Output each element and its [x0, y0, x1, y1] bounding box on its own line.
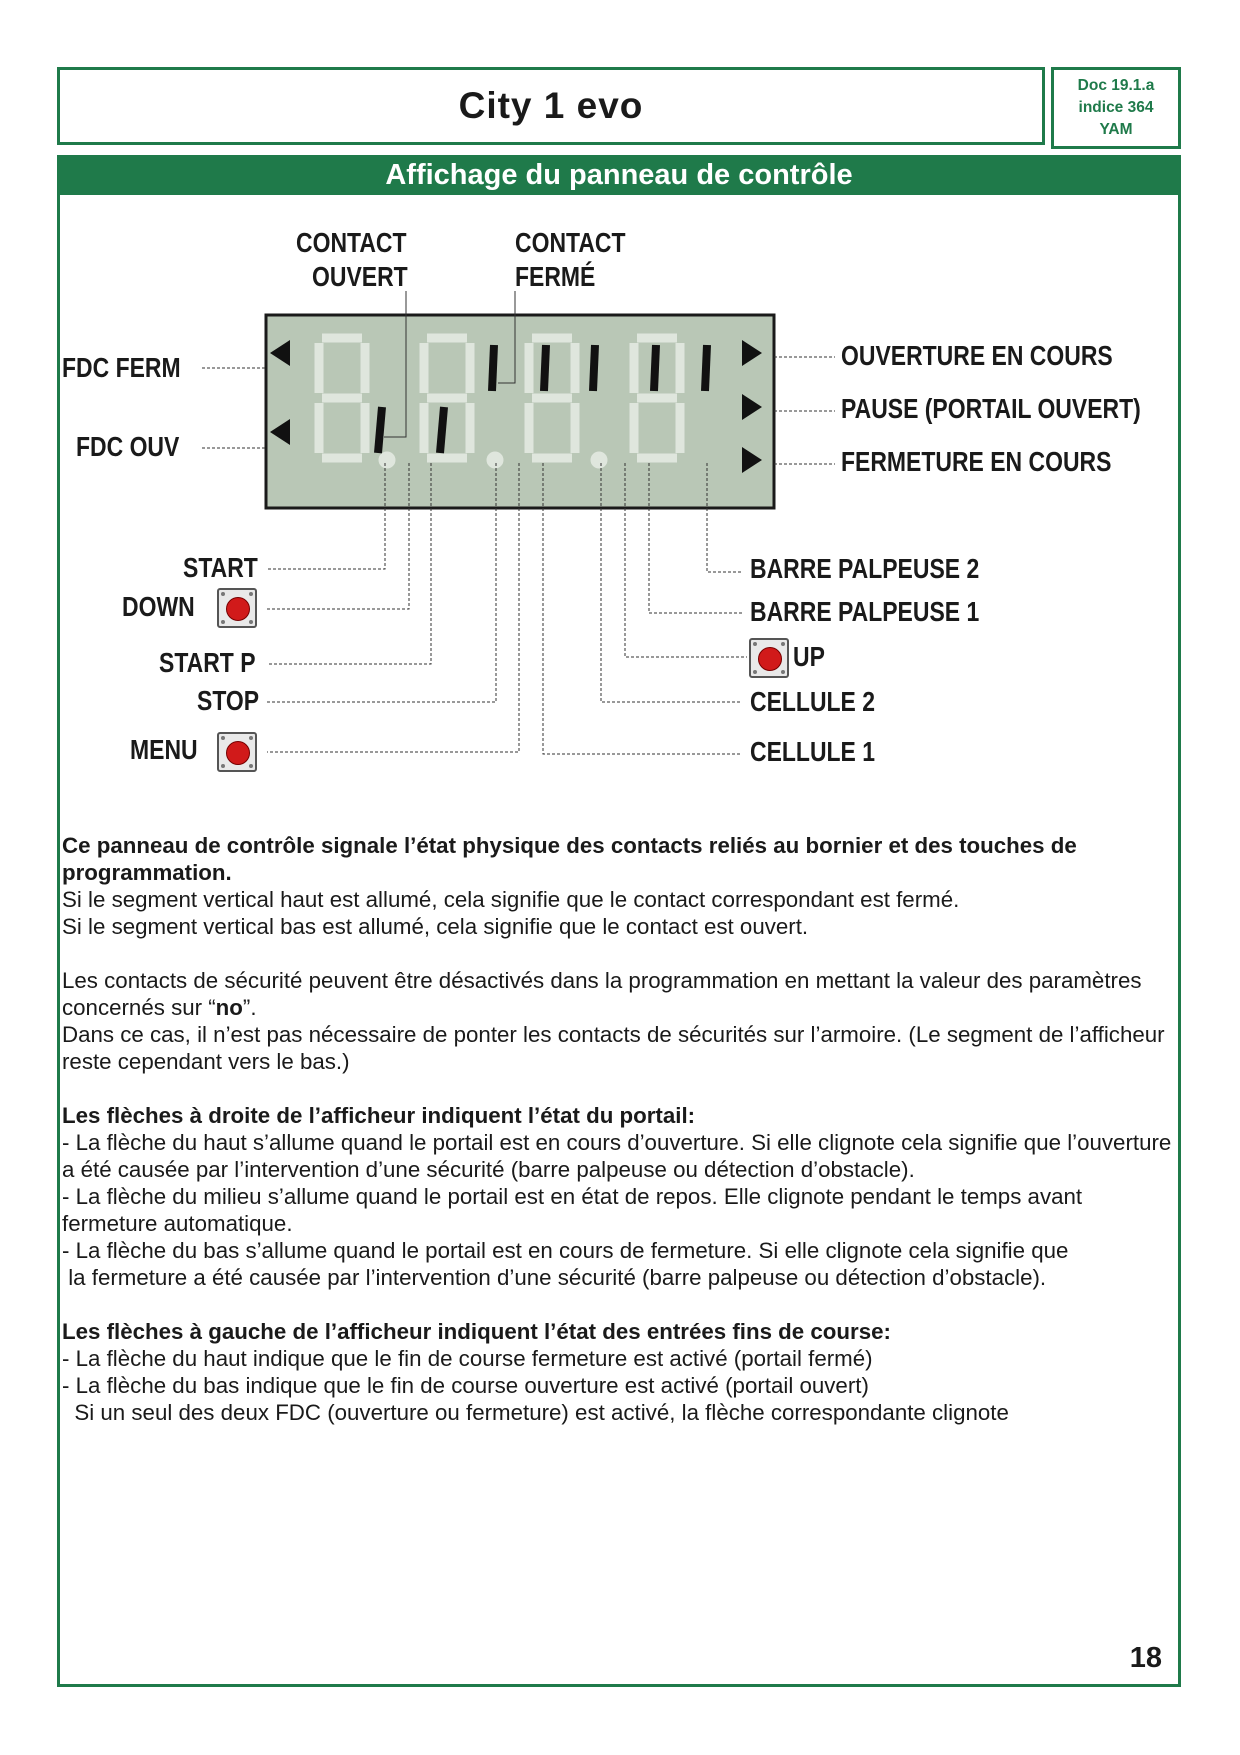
paragraph-line: - La flèche du milieu s’allume quand le portail est en état de repos. Elle clignote pendant le temps avant fermeture automatique.: [62, 1184, 1083, 1236]
label-contact-ouvert-2: OUVERT: [312, 261, 408, 292]
doc-ref-line: Doc 19.1.a: [1077, 77, 1155, 94]
doc-ref-line: indice 364: [1078, 99, 1154, 116]
doc-ref-line: YAM: [1099, 121, 1133, 138]
label-up: UP: [793, 641, 825, 672]
paragraph-line: la fermeture a été causée par l’intervention d’une sécurité (barre palpeuse ou détection d’obstacle).: [62, 1265, 1047, 1290]
paragraph-line: Si le segment vertical bas est allumé, cela signifie que le contact est ouvert.: [62, 914, 809, 939]
label-cellule-2: CELLULE 2: [750, 686, 876, 717]
label-cellule-1: CELLULE 1: [750, 736, 876, 767]
label-barre-palpeuse-1: BARRE PALPEUSE 1: [750, 596, 980, 627]
label-contact-ferme-1: CONTACT: [515, 227, 626, 258]
paragraph-line: - La flèche du haut indique que le fin de course fermeture est activé (portail fermé): [62, 1346, 873, 1371]
label-down: DOWN: [122, 591, 195, 622]
section-title: Affichage du panneau de contrôle: [57, 155, 1181, 195]
label-menu: MENU: [130, 734, 198, 765]
paragraph-line: - La flèche du bas s’allume quand le portail est en cours de fermeture. Si elle clignote cela signifie que: [62, 1238, 1069, 1263]
title-box: [57, 67, 1045, 145]
paragraph-line: - La flèche du bas indique que le fin de course ouverture est activé (portail ouvert): [62, 1373, 869, 1398]
paragraph-heading: Ce panneau de contrôle signale l’état physique des contacts reliés au bornier et des touches de programmation.: [62, 833, 1077, 885]
paragraph-heading: Les flèches à gauche de l’afficheur indiquent l’état des entrées fins de course:: [62, 1319, 891, 1344]
paragraph-line: Si un seul des deux FDC (ouverture ou fermeture) est activé, la flèche correspondante clignote: [62, 1400, 1009, 1425]
explanation-text: [62, 832, 1174, 1426]
label-ouverture-en-cours: OUVERTURE EN COURS: [841, 340, 1113, 371]
paragraph-line: Si le segment vertical haut est allumé, cela signifie que le contact correspondant est fermé.: [62, 887, 960, 912]
paragraph-line: Les contacts de sécurité peuvent être désactivés dans la programmation en mettant la valeur des paramètres concernés sur “no”.: [62, 968, 1142, 1020]
menu-button-icon: [217, 732, 257, 772]
label-fermeture-en-cours: FERMETURE EN COURS: [841, 446, 1112, 477]
lcd-display: [266, 315, 774, 508]
document-title: City 1 evo: [458, 85, 644, 126]
label-contact-ferme-2: FERMÉ: [515, 261, 596, 292]
label-start-p: START P: [159, 647, 256, 678]
page-number: 18: [1129, 1642, 1162, 1674]
down-button-icon: [217, 588, 257, 628]
label-fdc-ferm: FDC FERM: [62, 352, 181, 383]
up-button-icon: [749, 638, 789, 678]
label-barre-palpeuse-2: BARRE PALPEUSE 2: [750, 553, 980, 584]
label-pause: PAUSE (PORTAIL OUVERT): [841, 393, 1141, 424]
doc-reference-box: [1051, 67, 1181, 149]
control-panel-diagram: [57, 195, 1181, 785]
paragraph-heading: Les flèches à droite de l’afficheur indiquent l’état du portail:: [62, 1103, 696, 1128]
label-start: START: [183, 552, 258, 583]
label-contact-ouvert-1: CONTACT: [296, 227, 407, 258]
paragraph-line: Dans ce cas, il n’est pas nécessaire de ponter les contacts de sécurités sur l’armoire. (Le segment de l’afficheur reste cependant vers le bas.): [62, 1022, 1165, 1074]
label-fdc-ouv: FDC OUV: [76, 431, 180, 462]
paragraph-line: - La flèche du haut s’allume quand le portail est en cours d’ouverture. Si elle clignote cela signifie que l’ouverture a été causée par l’intervention d’une sécurité (barre palpeuse ou détection d’obstacle).: [62, 1130, 1172, 1182]
label-stop: STOP: [197, 685, 260, 716]
